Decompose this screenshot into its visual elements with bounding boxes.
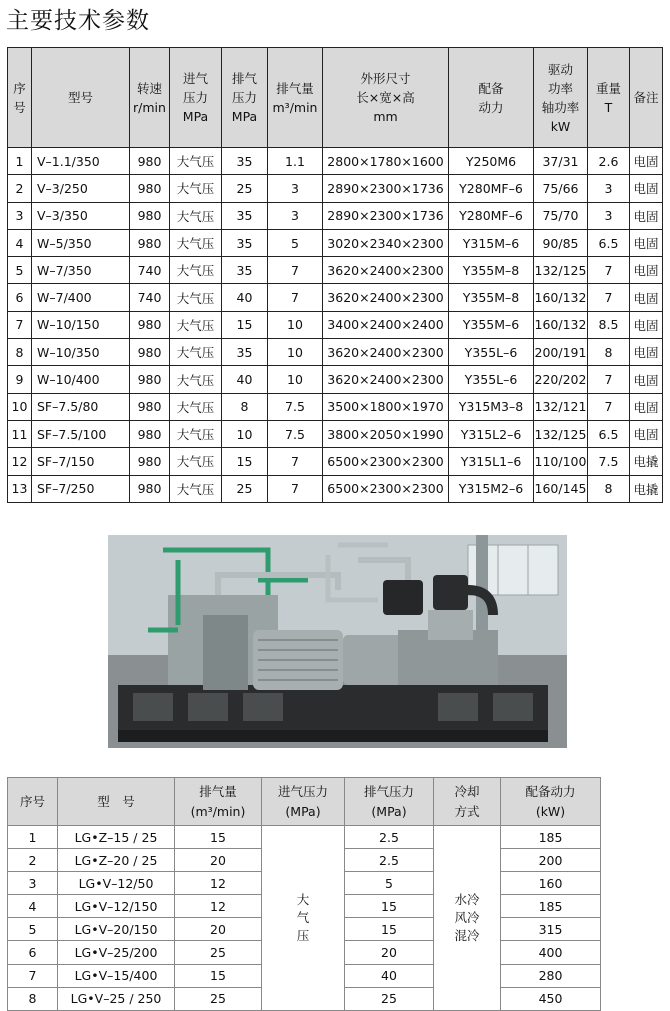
cell-intake: 大气压 bbox=[170, 202, 222, 229]
header-dimensions: 外形尺寸 长×宽×高 mm bbox=[323, 48, 449, 148]
cell-power: Y250M6 bbox=[449, 148, 534, 175]
cell-weight: 3 bbox=[588, 175, 630, 202]
compressor-unit-photo bbox=[108, 535, 567, 748]
cell-intake: 大气压 bbox=[170, 366, 222, 393]
t2-cell-discharge: 20 bbox=[345, 941, 434, 964]
cell-flow: 7 bbox=[268, 257, 323, 284]
cell-dims: 3620×2400×2300 bbox=[323, 284, 449, 311]
t2-cell-model: LG•Z–15 / 25 bbox=[58, 826, 175, 849]
cell-no: 1 bbox=[8, 148, 32, 175]
cell-flow: 7 bbox=[268, 284, 323, 311]
cell-speed: 980 bbox=[130, 420, 170, 447]
t2-cell-model: LG•V–20/150 bbox=[58, 918, 175, 941]
cell-no: 4 bbox=[8, 229, 32, 256]
cell-no: 12 bbox=[8, 448, 32, 475]
t2-cell-discharge: 40 bbox=[345, 964, 434, 987]
t2-cell-discharge: 15 bbox=[345, 918, 434, 941]
cell-intake: 大气压 bbox=[170, 311, 222, 338]
t2-cell-no: 4 bbox=[8, 895, 58, 918]
cell-intake: 大气压 bbox=[170, 393, 222, 420]
table-row bbox=[8, 257, 663, 284]
cell-speed: 740 bbox=[130, 284, 170, 311]
t2-cell-flow: 25 bbox=[175, 941, 262, 964]
cell-drive: 200/191 bbox=[534, 339, 588, 366]
cell-no: 10 bbox=[8, 393, 32, 420]
cell-intake: 大气压 bbox=[170, 475, 222, 502]
cell-speed: 980 bbox=[130, 229, 170, 256]
cell-intake: 大气压 bbox=[170, 148, 222, 175]
t2-cell-no: 2 bbox=[8, 849, 58, 872]
t2-cell-discharge: 25 bbox=[345, 987, 434, 1010]
t2-cell-no: 1 bbox=[8, 826, 58, 849]
cell-model: W–10/350 bbox=[32, 339, 130, 366]
t2-cell-model: LG•Z–20 / 25 bbox=[58, 849, 175, 872]
cell-flow: 7 bbox=[268, 448, 323, 475]
header-no: 序 号 bbox=[8, 48, 32, 148]
cell-note: 电固 bbox=[630, 202, 663, 229]
cell-discharge: 35 bbox=[222, 148, 268, 175]
cell-intake: 大气压 bbox=[170, 175, 222, 202]
cell-speed: 740 bbox=[130, 257, 170, 284]
t2-cell-power: 400 bbox=[501, 941, 601, 964]
cell-note: 电固 bbox=[630, 257, 663, 284]
cell-drive: 132/125 bbox=[534, 420, 588, 447]
header-weight: 重量 T bbox=[588, 48, 630, 148]
cell-dims: 2890×2300×1736 bbox=[323, 175, 449, 202]
cell-model: SF–7/250 bbox=[32, 475, 130, 502]
t2-cell-power: 185 bbox=[501, 826, 601, 849]
cell-power: Y280MF–6 bbox=[449, 202, 534, 229]
t2-cell-no: 7 bbox=[8, 964, 58, 987]
cell-drive: 90/85 bbox=[534, 229, 588, 256]
t2-cell-no: 3 bbox=[8, 872, 58, 895]
cell-flow: 10 bbox=[268, 366, 323, 393]
cell-dims: 3020×2340×2300 bbox=[323, 229, 449, 256]
cell-model: V–3/250 bbox=[32, 175, 130, 202]
t2-cell-discharge: 2.5 bbox=[345, 826, 434, 849]
cell-power: Y315M3–8 bbox=[449, 393, 534, 420]
cell-speed: 980 bbox=[130, 175, 170, 202]
t2-cell-flow: 20 bbox=[175, 918, 262, 941]
cell-discharge: 25 bbox=[222, 475, 268, 502]
cell-no: 11 bbox=[8, 420, 32, 447]
t2-cell-flow: 12 bbox=[175, 895, 262, 918]
table-row bbox=[8, 420, 663, 447]
cell-weight: 7 bbox=[588, 284, 630, 311]
table-row bbox=[8, 229, 663, 256]
cell-power: Y355M–8 bbox=[449, 257, 534, 284]
cell-power: Y315M–6 bbox=[449, 229, 534, 256]
t2-header-power: 配备动力 (kW) bbox=[501, 778, 601, 826]
cell-dims: 3620×2400×2300 bbox=[323, 339, 449, 366]
t2-cell-power: 280 bbox=[501, 964, 601, 987]
t2-header-flow: 排气量 (m³/min) bbox=[175, 778, 262, 826]
cell-speed: 980 bbox=[130, 339, 170, 366]
cell-weight: 8.5 bbox=[588, 311, 630, 338]
cell-intake: 大气压 bbox=[170, 284, 222, 311]
t2-header-no: 序号 bbox=[8, 778, 58, 826]
cell-no: 7 bbox=[8, 311, 32, 338]
cell-weight: 8 bbox=[588, 475, 630, 502]
spec-table-2 bbox=[7, 777, 601, 1011]
t2-cell-power: 160 bbox=[501, 872, 601, 895]
cell-weight: 7 bbox=[588, 393, 630, 420]
table-row bbox=[8, 339, 663, 366]
cell-dims: 3500×1800×1970 bbox=[323, 393, 449, 420]
cell-note: 电固 bbox=[630, 229, 663, 256]
cell-power: Y355L–6 bbox=[449, 339, 534, 366]
cell-power: Y280MF–6 bbox=[449, 175, 534, 202]
table-row bbox=[8, 311, 663, 338]
cell-flow: 3 bbox=[268, 202, 323, 229]
cell-speed: 980 bbox=[130, 202, 170, 229]
cell-no: 3 bbox=[8, 202, 32, 229]
cell-flow: 7 bbox=[268, 475, 323, 502]
cell-weight: 6.5 bbox=[588, 229, 630, 256]
header-intake-pressure: 进气 压力 MPa bbox=[170, 48, 222, 148]
table-row bbox=[8, 448, 663, 475]
cell-flow: 10 bbox=[268, 311, 323, 338]
header-speed: 转速 r/min bbox=[130, 48, 170, 148]
cell-weight: 7.5 bbox=[588, 448, 630, 475]
t2-cell-model: LG•V–25 / 250 bbox=[58, 987, 175, 1010]
t2-cell-power: 315 bbox=[501, 918, 601, 941]
cell-discharge: 40 bbox=[222, 366, 268, 393]
cell-note: 电固 bbox=[630, 284, 663, 311]
cell-weight: 6.5 bbox=[588, 420, 630, 447]
table-row bbox=[8, 475, 663, 502]
cell-drive: 110/100 bbox=[534, 448, 588, 475]
cell-weight: 3 bbox=[588, 202, 630, 229]
cell-no: 5 bbox=[8, 257, 32, 284]
t2-header-intake-pressure: 进气压力 (MPa) bbox=[262, 778, 345, 826]
cell-note: 电固 bbox=[630, 420, 663, 447]
header-drive-power: 驱动 功率 轴功率 kW bbox=[534, 48, 588, 148]
t2-cell-intake-merged: 大 气 压 bbox=[262, 826, 345, 1011]
t2-cell-flow: 15 bbox=[175, 964, 262, 987]
cell-model: V–3/350 bbox=[32, 202, 130, 229]
cell-drive: 160/145 bbox=[534, 475, 588, 502]
cell-intake: 大气压 bbox=[170, 257, 222, 284]
cell-power: Y315M2–6 bbox=[449, 475, 534, 502]
cell-discharge: 15 bbox=[222, 311, 268, 338]
cell-weight: 2.6 bbox=[588, 148, 630, 175]
cell-discharge: 8 bbox=[222, 393, 268, 420]
table-row bbox=[8, 202, 663, 229]
cell-note: 电固 bbox=[630, 393, 663, 420]
cell-drive: 132/121 bbox=[534, 393, 588, 420]
cell-no: 6 bbox=[8, 284, 32, 311]
table-row bbox=[8, 826, 601, 849]
cell-flow: 10 bbox=[268, 339, 323, 366]
cell-model: SF–7.5/100 bbox=[32, 420, 130, 447]
cell-flow: 7.5 bbox=[268, 420, 323, 447]
cell-discharge: 35 bbox=[222, 339, 268, 366]
t2-cell-no: 6 bbox=[8, 941, 58, 964]
t2-header-discharge-pressure: 排气压力 (MPa) bbox=[345, 778, 434, 826]
t2-cell-power: 450 bbox=[501, 987, 601, 1010]
cell-drive: 37/31 bbox=[534, 148, 588, 175]
cell-discharge: 35 bbox=[222, 229, 268, 256]
cell-flow: 3 bbox=[268, 175, 323, 202]
cell-note: 电撬 bbox=[630, 448, 663, 475]
table1-header-row bbox=[8, 48, 663, 148]
cell-discharge: 40 bbox=[222, 284, 268, 311]
t2-cell-discharge: 2.5 bbox=[345, 849, 434, 872]
t2-cell-cooling-merged: 水冷 风冷 混冷 bbox=[434, 826, 501, 1011]
cell-no: 13 bbox=[8, 475, 32, 502]
cell-weight: 7 bbox=[588, 257, 630, 284]
cell-dims: 6500×2300×2300 bbox=[323, 475, 449, 502]
cell-note: 电固 bbox=[630, 311, 663, 338]
t2-cell-no: 5 bbox=[8, 918, 58, 941]
cell-power: Y315L2–6 bbox=[449, 420, 534, 447]
cell-intake: 大气压 bbox=[170, 448, 222, 475]
cell-weight: 8 bbox=[588, 339, 630, 366]
cell-drive: 75/70 bbox=[534, 202, 588, 229]
cell-discharge: 10 bbox=[222, 420, 268, 447]
cell-intake: 大气压 bbox=[170, 229, 222, 256]
t2-cell-discharge: 5 bbox=[345, 872, 434, 895]
cell-speed: 980 bbox=[130, 366, 170, 393]
cell-speed: 980 bbox=[130, 448, 170, 475]
t2-header-model: 型 号 bbox=[58, 778, 175, 826]
cell-model: SF–7/150 bbox=[32, 448, 130, 475]
cell-drive: 160/132 bbox=[534, 284, 588, 311]
cell-power: Y355M–8 bbox=[449, 284, 534, 311]
t2-cell-power: 200 bbox=[501, 849, 601, 872]
cell-dims: 2890×2300×1736 bbox=[323, 202, 449, 229]
compressor-illustration bbox=[108, 535, 567, 748]
cell-note: 电固 bbox=[630, 339, 663, 366]
cell-model: V–1.1/350 bbox=[32, 148, 130, 175]
t2-cell-flow: 15 bbox=[175, 826, 262, 849]
cell-discharge: 35 bbox=[222, 257, 268, 284]
cell-model: W–7/350 bbox=[32, 257, 130, 284]
cell-no: 9 bbox=[8, 366, 32, 393]
t2-cell-model: LG•V–15/400 bbox=[58, 964, 175, 987]
cell-dims: 3620×2400×2300 bbox=[323, 366, 449, 393]
cell-discharge: 15 bbox=[222, 448, 268, 475]
cell-drive: 160/132 bbox=[534, 311, 588, 338]
cell-drive: 132/125 bbox=[534, 257, 588, 284]
header-model: 型号 bbox=[32, 48, 130, 148]
cell-dims: 2800×1780×1600 bbox=[323, 148, 449, 175]
cell-flow: 5 bbox=[268, 229, 323, 256]
cell-intake: 大气压 bbox=[170, 339, 222, 366]
cell-no: 2 bbox=[8, 175, 32, 202]
t2-cell-no: 8 bbox=[8, 987, 58, 1010]
cell-model: W–5/350 bbox=[32, 229, 130, 256]
cell-note: 电固 bbox=[630, 366, 663, 393]
cell-model: W–7/400 bbox=[32, 284, 130, 311]
cell-power: Y355M–6 bbox=[449, 311, 534, 338]
cell-speed: 980 bbox=[130, 148, 170, 175]
cell-model: SF–7.5/80 bbox=[32, 393, 130, 420]
cell-flow: 1.1 bbox=[268, 148, 323, 175]
t2-cell-model: LG•V–12/50 bbox=[58, 872, 175, 895]
cell-weight: 7 bbox=[588, 366, 630, 393]
cell-note: 电固 bbox=[630, 175, 663, 202]
header-power: 配备 动力 bbox=[449, 48, 534, 148]
page-title: 主要技术参数 bbox=[6, 8, 150, 34]
cell-speed: 980 bbox=[130, 475, 170, 502]
t2-cell-flow: 25 bbox=[175, 987, 262, 1010]
t2-cell-model: LG•V–12/150 bbox=[58, 895, 175, 918]
cell-discharge: 25 bbox=[222, 175, 268, 202]
cell-dims: 3800×2050×1990 bbox=[323, 420, 449, 447]
cell-power: Y355L–6 bbox=[449, 366, 534, 393]
table-row bbox=[8, 393, 663, 420]
cell-model: W–10/150 bbox=[32, 311, 130, 338]
cell-dims: 6500×2300×2300 bbox=[323, 448, 449, 475]
cell-dims: 3400×2400×2400 bbox=[323, 311, 449, 338]
t2-header-cooling: 冷却 方式 bbox=[434, 778, 501, 826]
cell-drive: 75/66 bbox=[534, 175, 588, 202]
header-discharge-pressure: 排气 压力 MPa bbox=[222, 48, 268, 148]
cell-intake: 大气压 bbox=[170, 420, 222, 447]
spec-table-1 bbox=[7, 47, 663, 503]
table-row bbox=[8, 148, 663, 175]
table2-header-row bbox=[8, 778, 601, 826]
table-row bbox=[8, 366, 663, 393]
t2-cell-discharge: 15 bbox=[345, 895, 434, 918]
cell-discharge: 35 bbox=[222, 202, 268, 229]
header-note: 备注 bbox=[630, 48, 663, 148]
cell-speed: 980 bbox=[130, 311, 170, 338]
header-flow: 排气量 m³/min bbox=[268, 48, 323, 148]
t2-cell-power: 185 bbox=[501, 895, 601, 918]
cell-note: 电固 bbox=[630, 148, 663, 175]
cell-model: W–10/400 bbox=[32, 366, 130, 393]
t2-cell-flow: 20 bbox=[175, 849, 262, 872]
table-row bbox=[8, 175, 663, 202]
cell-no: 8 bbox=[8, 339, 32, 366]
cell-drive: 220/202 bbox=[534, 366, 588, 393]
cell-power: Y315L1–6 bbox=[449, 448, 534, 475]
table-row bbox=[8, 284, 663, 311]
cell-speed: 980 bbox=[130, 393, 170, 420]
t2-cell-model: LG•V–25/200 bbox=[58, 941, 175, 964]
cell-note: 电撬 bbox=[630, 475, 663, 502]
cell-flow: 7.5 bbox=[268, 393, 323, 420]
t2-cell-flow: 12 bbox=[175, 872, 262, 895]
cell-dims: 3620×2400×2300 bbox=[323, 257, 449, 284]
